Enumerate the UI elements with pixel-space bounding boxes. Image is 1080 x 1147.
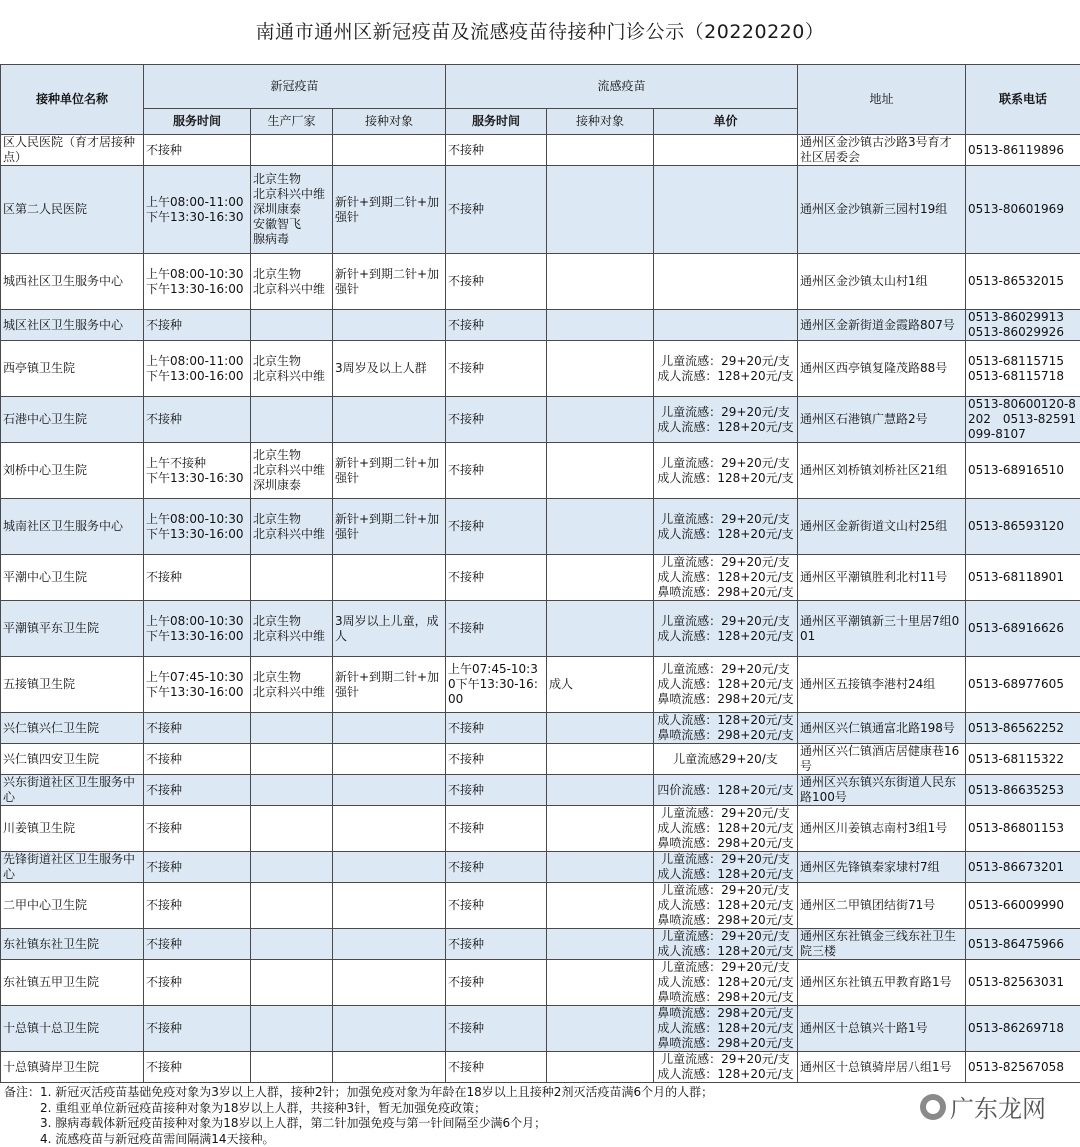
covid-maker-cell (251, 555, 333, 601)
flu-time-cell: 不接种 (446, 166, 547, 254)
phone-cell: 0513-80601969 (966, 166, 1080, 254)
covid-target-cell (333, 1052, 446, 1083)
flu-target-cell: 成人 (547, 657, 654, 713)
unit-name-cell: 十总镇骑岸卫生院 (1, 1052, 144, 1083)
flu-time-cell: 不接种 (446, 254, 547, 310)
flu-time-cell: 不接种 (446, 1052, 547, 1083)
flu-target-cell (547, 883, 654, 929)
unit-name-cell: 东社镇东社卫生院 (1, 929, 144, 960)
covid-target-cell (333, 555, 446, 601)
covid-time-cell: 上午08:00-11:00 下午13:00-16:00 (144, 341, 251, 397)
covid-maker-cell (251, 1052, 333, 1083)
phone-cell: 0513-68115322 (966, 744, 1080, 775)
covid-time-cell: 上午08:00-10:30 下午13:30-16:00 (144, 499, 251, 555)
table-row (1, 713, 1080, 744)
flu-time-cell: 不接种 (446, 341, 547, 397)
address-cell: 通州区二甲镇团结街71号 (798, 883, 966, 929)
flu-time-cell: 不接种 (446, 310, 547, 341)
unit-name-cell: 平潮中心卫生院 (1, 555, 144, 601)
covid-target-cell (333, 960, 446, 1006)
header-phone: 联系电话 (966, 65, 1080, 135)
covid-time-cell: 不接种 (144, 929, 251, 960)
phone-cell: 0513-68916626 (966, 601, 1080, 657)
covid-maker-cell (251, 744, 333, 775)
flu-price-cell: 儿童流感：29+20元/支 成人流感：128+20元/支 鼻喷流感：298+20元/支 (654, 657, 798, 713)
note-line: 备注：1. 新冠灭活疫苗基础免疫对象为3岁以上人群，接种2针；加强免疫对象为年龄在18岁以上且接种2剂灭活疫苗满6个月的人群； (4, 1085, 1080, 1101)
note-line: 2. 重组亚单位新冠疫苗接种对象为18岁以上人群，共接种3针，暂无加强免疫政策； (4, 1101, 1080, 1117)
flu-price-cell: 儿童流感：29+20元/支 成人流感：128+20元/支 (654, 443, 798, 499)
covid-target-cell: 新针+到期二针+加强针 (333, 499, 446, 555)
unit-name-cell: 兴仁镇四安卫生院 (1, 744, 144, 775)
unit-name-cell: 二甲中心卫生院 (1, 883, 144, 929)
flu-time-cell: 不接种 (446, 135, 547, 166)
covid-time-cell: 不接种 (144, 852, 251, 883)
notes (0, 1083, 1080, 1147)
covid-target-cell: 新针+到期二针+加强针 (333, 443, 446, 499)
phone-cell: 0513-68118901 (966, 555, 1080, 601)
covid-target-cell (333, 310, 446, 341)
covid-maker-cell: 北京生物 北京科兴中维 (251, 499, 333, 555)
table-row (1, 960, 1080, 1006)
address-cell: 通州区金沙镇太山村1组 (798, 254, 966, 310)
covid-time-cell: 不接种 (144, 806, 251, 852)
covid-maker-cell: 北京生物 北京科兴中维 (251, 601, 333, 657)
unit-name-cell: 城南社区卫生服务中心 (1, 499, 144, 555)
phone-cell: 0513-82563031 (966, 960, 1080, 1006)
flu-target-cell (547, 135, 654, 166)
covid-maker-cell (251, 775, 333, 806)
table-row (1, 341, 1080, 397)
header-flu-group: 流感疫苗 (446, 65, 798, 109)
flu-price-cell: 儿童流感：29+20元/支 成人流感：128+20元/支 (654, 1052, 798, 1083)
covid-maker-cell (251, 929, 333, 960)
covid-target-cell (333, 135, 446, 166)
note-line: 4. 流感疫苗与新冠疫苗需间隔满14天接种。 (4, 1132, 1080, 1147)
table-row (1, 443, 1080, 499)
covid-time-cell: 不接种 (144, 883, 251, 929)
phone-cell: 0513-86475966 (966, 929, 1080, 960)
covid-maker-cell (251, 883, 333, 929)
flu-target-cell (547, 254, 654, 310)
table-row (1, 601, 1080, 657)
unit-name-cell: 石港中心卫生院 (1, 397, 144, 443)
phone-cell: 0513-86029913 0513-86029926 (966, 310, 1080, 341)
unit-name-cell: 先锋街道社区卫生服务中心 (1, 852, 144, 883)
flu-time-cell: 不接种 (446, 960, 547, 1006)
table-body (1, 135, 1080, 1083)
flu-time-cell: 不接种 (446, 1006, 547, 1052)
table-row (1, 166, 1080, 254)
covid-time-cell: 不接种 (144, 135, 251, 166)
covid-target-cell: 新针+到期二针+加强针 (333, 166, 446, 254)
unit-name-cell: 刘桥中心卫生院 (1, 443, 144, 499)
phone-cell: 0513-68115715 0513-68115718 (966, 341, 1080, 397)
unit-name-cell: 川姜镇卫生院 (1, 806, 144, 852)
flu-price-cell: 儿童流感：29+20元/支 成人流感：128+20元/支 (654, 397, 798, 443)
address-cell: 通州区刘桥镇刘桥社区21组 (798, 443, 966, 499)
flu-target-cell (547, 744, 654, 775)
covid-target-cell: 新针+到期二针+加强针 (333, 657, 446, 713)
table-row (1, 929, 1080, 960)
flu-price-cell: 成人流感：128+20元/支 鼻喷流感：298+20元/支 (654, 713, 798, 744)
phone-cell: 0513-86532015 (966, 254, 1080, 310)
watermark-text: 广东龙网 (950, 1089, 1046, 1124)
flu-target-cell (547, 1006, 654, 1052)
covid-target-cell: 3周岁以上儿童，成人 (333, 601, 446, 657)
address-cell: 通州区兴东镇兴东街道人民东路100号 (798, 775, 966, 806)
unit-name-cell: 西亭镇卫生院 (1, 341, 144, 397)
table-row (1, 806, 1080, 852)
unit-name-cell: 东社镇五甲卫生院 (1, 960, 144, 1006)
covid-time-cell: 不接种 (144, 1006, 251, 1052)
covid-target-cell (333, 1006, 446, 1052)
covid-time-cell: 不接种 (144, 713, 251, 744)
flu-price-cell: 儿童流感：29+20元/支 成人流感：128+20元/支 (654, 499, 798, 555)
covid-target-cell (333, 852, 446, 883)
flu-price-cell: 儿童流感：29+20元/支 成人流感：128+20元/支 鼻喷流感：298+20元/支 (654, 883, 798, 929)
covid-maker-cell (251, 960, 333, 1006)
covid-time-cell: 不接种 (144, 1052, 251, 1083)
covid-maker-cell (251, 713, 333, 744)
flu-price-cell: 儿童流感29+20/支 (654, 744, 798, 775)
covid-time-cell: 上午08:00-10:30 下午13:30-16:00 (144, 254, 251, 310)
address-cell: 通州区兴仁镇通富北路198号 (798, 713, 966, 744)
address-cell: 通州区东社镇五甲教育路1号 (798, 960, 966, 1006)
flu-target-cell (547, 310, 654, 341)
flu-price-cell (654, 166, 798, 254)
covid-time-cell: 上午08:00-11:00 下午13:30-16:30 (144, 166, 251, 254)
address-cell: 通州区先锋镇秦家埭村7组 (798, 852, 966, 883)
covid-target-cell (333, 806, 446, 852)
table-row (1, 852, 1080, 883)
address-cell: 通州区川姜镇志南村3组1号 (798, 806, 966, 852)
covid-target-cell (333, 397, 446, 443)
covid-target-cell (333, 775, 446, 806)
flu-price-cell: 儿童流感：29+20元/支 成人流感：128+20元/支 鼻喷流感：298+20元/支 (654, 555, 798, 601)
phone-cell: 0513-86801153 (966, 806, 1080, 852)
covid-maker-cell (251, 1006, 333, 1052)
phone-cell: 0513-68977605 (966, 657, 1080, 713)
table-row (1, 555, 1080, 601)
covid-target-cell (333, 713, 446, 744)
phone-cell: 0513-66009990 (966, 883, 1080, 929)
flu-target-cell (547, 341, 654, 397)
covid-time-cell: 上午07:45-10:30 下午13:30-16:00 (144, 657, 251, 713)
flu-price-cell: 鼻喷流感：298+20元/支 成人流感：128+20元/支 鼻喷流感：298+20元/支 (654, 1006, 798, 1052)
phone-cell: 0513-86673201 (966, 852, 1080, 883)
flu-time-cell: 不接种 (446, 775, 547, 806)
covid-time-cell: 上午08:00-10:30 下午13:30-16:00 (144, 601, 251, 657)
covid-target-cell: 3周岁及以上人群 (333, 341, 446, 397)
table-row (1, 499, 1080, 555)
header-covid-target: 接种对象 (333, 109, 446, 135)
flu-target-cell (547, 713, 654, 744)
phone-cell: 0513-86593120 (966, 499, 1080, 555)
flu-price-cell (654, 135, 798, 166)
flu-price-cell: 儿童流感：29+20元/支 成人流感：128+20元/支 (654, 341, 798, 397)
flu-price-cell: 儿童流感：29+20元/支 成人流感：128+20元/支 鼻喷流感：298+20元/支 (654, 806, 798, 852)
flu-price-cell: 儿童流感：29+20元/支 成人流感：128+20元/支 (654, 852, 798, 883)
phone-cell: 0513-86269718 (966, 1006, 1080, 1052)
covid-time-cell: 不接种 (144, 555, 251, 601)
covid-maker-cell: 北京生物 北京科兴中维 (251, 341, 333, 397)
table-row (1, 135, 1080, 166)
page-title: 南通市通州区新冠疫苗及流感疫苗待接种门诊公示（20220220） (0, 0, 1080, 64)
address-cell: 通州区金新街道金霞路807号 (798, 310, 966, 341)
unit-name-cell: 十总镇十总卫生院 (1, 1006, 144, 1052)
covid-maker-cell (251, 397, 333, 443)
watermark-logo-icon (920, 1094, 946, 1120)
address-cell: 通州区西亭镇复隆茂路88号 (798, 341, 966, 397)
table-row (1, 883, 1080, 929)
unit-name-cell: 五接镇卫生院 (1, 657, 144, 713)
flu-time-cell: 不接种 (446, 499, 547, 555)
unit-name-cell: 城区社区卫生服务中心 (1, 310, 144, 341)
covid-maker-cell: 北京生物 北京科兴中维深圳康泰 (251, 443, 333, 499)
address-cell: 通州区平潮镇新三十里居7组001 (798, 601, 966, 657)
flu-price-cell: 儿童流感：29+20元/支 成人流感：128+20元/支 鼻喷流感：298+20元/支 (654, 960, 798, 1006)
flu-price-cell (654, 254, 798, 310)
covid-time-cell: 不接种 (144, 310, 251, 341)
unit-name-cell: 城西社区卫生服务中心 (1, 254, 144, 310)
flu-time-cell: 不接种 (446, 601, 547, 657)
address-cell: 通州区兴仁镇酒店居健康巷16号 (798, 744, 966, 775)
unit-name-cell: 兴东街道社区卫生服务中心 (1, 775, 144, 806)
flu-target-cell (547, 960, 654, 1006)
table-row (1, 744, 1080, 775)
flu-price-cell: 儿童流感：29+20元/支 成人流感：128+20元/支 (654, 929, 798, 960)
address-cell: 通州区东社镇金三线东社卫生院三楼 (798, 929, 966, 960)
covid-time-cell: 不接种 (144, 397, 251, 443)
covid-maker-cell: 北京生物 北京科兴中维 (251, 254, 333, 310)
flu-price-cell: 儿童流感：29+20元/支 成人流感：128+20元/支 (654, 601, 798, 657)
header-covid-group: 新冠疫苗 (144, 65, 446, 109)
covid-maker-cell (251, 135, 333, 166)
header-address: 地址 (798, 65, 966, 135)
address-cell: 通州区十总镇骑岸居八组1号 (798, 1052, 966, 1083)
covid-target-cell (333, 883, 446, 929)
flu-target-cell (547, 555, 654, 601)
table-row (1, 310, 1080, 341)
address-cell: 通州区金新街道文山村25组 (798, 499, 966, 555)
flu-price-cell: 四价流感：128+20元/支 (654, 775, 798, 806)
address-cell: 通州区五接镇李港村24组 (798, 657, 966, 713)
table-row (1, 775, 1080, 806)
covid-maker-cell: 北京生物 北京科兴中维 (251, 657, 333, 713)
covid-time-cell: 不接种 (144, 960, 251, 1006)
phone-cell: 0513-86635253 (966, 775, 1080, 806)
header-flu-price: 单价 (654, 109, 798, 135)
flu-time-cell: 不接种 (446, 555, 547, 601)
address-cell: 通州区金沙镇古沙路3号育才社区居委会 (798, 135, 966, 166)
covid-time-cell: 不接种 (144, 744, 251, 775)
flu-time-cell: 不接种 (446, 713, 547, 744)
phone-cell: 0513-82567058 (966, 1052, 1080, 1083)
covid-target-cell: 新针+到期二针+加强针 (333, 254, 446, 310)
flu-time-cell: 不接种 (446, 852, 547, 883)
flu-price-cell (654, 310, 798, 341)
covid-time-cell: 上午不接种 下午13:30-16:30 (144, 443, 251, 499)
table-row (1, 1052, 1080, 1083)
covid-maker-cell: 北京生物 北京科兴中维深圳康泰 安徽智飞 腺病毒 (251, 166, 333, 254)
table-row (1, 254, 1080, 310)
flu-time-cell: 上午07:45-10:30下午13:30-16:00 (446, 657, 547, 713)
flu-target-cell (547, 1052, 654, 1083)
phone-cell: 0513-68916510 (966, 443, 1080, 499)
watermark (920, 1089, 1046, 1124)
clinic-table (0, 64, 1080, 1083)
header-flu-time: 服务时间 (446, 109, 547, 135)
note-line: 3. 腺病毒载体新冠疫苗接种对象为18岁以上人群，第二针加强免疫与第一针间隔至少满6个月； (4, 1116, 1080, 1132)
flu-time-cell: 不接种 (446, 744, 547, 775)
address-cell: 通州区金沙镇新三园村19组 (798, 166, 966, 254)
table-row (1, 397, 1080, 443)
table-row (1, 657, 1080, 713)
covid-time-cell: 不接种 (144, 775, 251, 806)
table-row (1, 1006, 1080, 1052)
unit-name-cell: 区人民医院（育才居接种点） (1, 135, 144, 166)
flu-target-cell (547, 443, 654, 499)
flu-target-cell (547, 929, 654, 960)
flu-target-cell (547, 166, 654, 254)
phone-cell: 0513-86119896 (966, 135, 1080, 166)
phone-cell: 0513-86562252 (966, 713, 1080, 744)
covid-target-cell (333, 929, 446, 960)
header-flu-target: 接种对象 (547, 109, 654, 135)
flu-time-cell: 不接种 (446, 929, 547, 960)
flu-target-cell (547, 601, 654, 657)
flu-time-cell: 不接种 (446, 397, 547, 443)
flu-target-cell (547, 775, 654, 806)
unit-name-cell: 区第二人民医院 (1, 166, 144, 254)
flu-target-cell (547, 852, 654, 883)
covid-maker-cell (251, 852, 333, 883)
address-cell: 通州区平潮镇胜利北村11号 (798, 555, 966, 601)
unit-name-cell: 兴仁镇兴仁卫生院 (1, 713, 144, 744)
header-covid-maker: 生产厂家 (251, 109, 333, 135)
covid-target-cell (333, 744, 446, 775)
flu-time-cell: 不接种 (446, 883, 547, 929)
covid-maker-cell (251, 310, 333, 341)
flu-time-cell: 不接种 (446, 806, 547, 852)
header-covid-time: 服务时间 (144, 109, 251, 135)
unit-name-cell: 平潮镇平东卫生院 (1, 601, 144, 657)
address-cell: 通州区十总镇兴十路1号 (798, 1006, 966, 1052)
covid-maker-cell (251, 806, 333, 852)
address-cell: 通州区石港镇广慧路2号 (798, 397, 966, 443)
flu-target-cell (547, 499, 654, 555)
flu-time-cell: 不接种 (446, 443, 547, 499)
flu-target-cell (547, 397, 654, 443)
phone-cell: 0513-80600120-8202 0513-82591099-8107 (966, 397, 1080, 443)
flu-target-cell (547, 806, 654, 852)
header-unit-name: 接种单位名称 (1, 65, 144, 135)
